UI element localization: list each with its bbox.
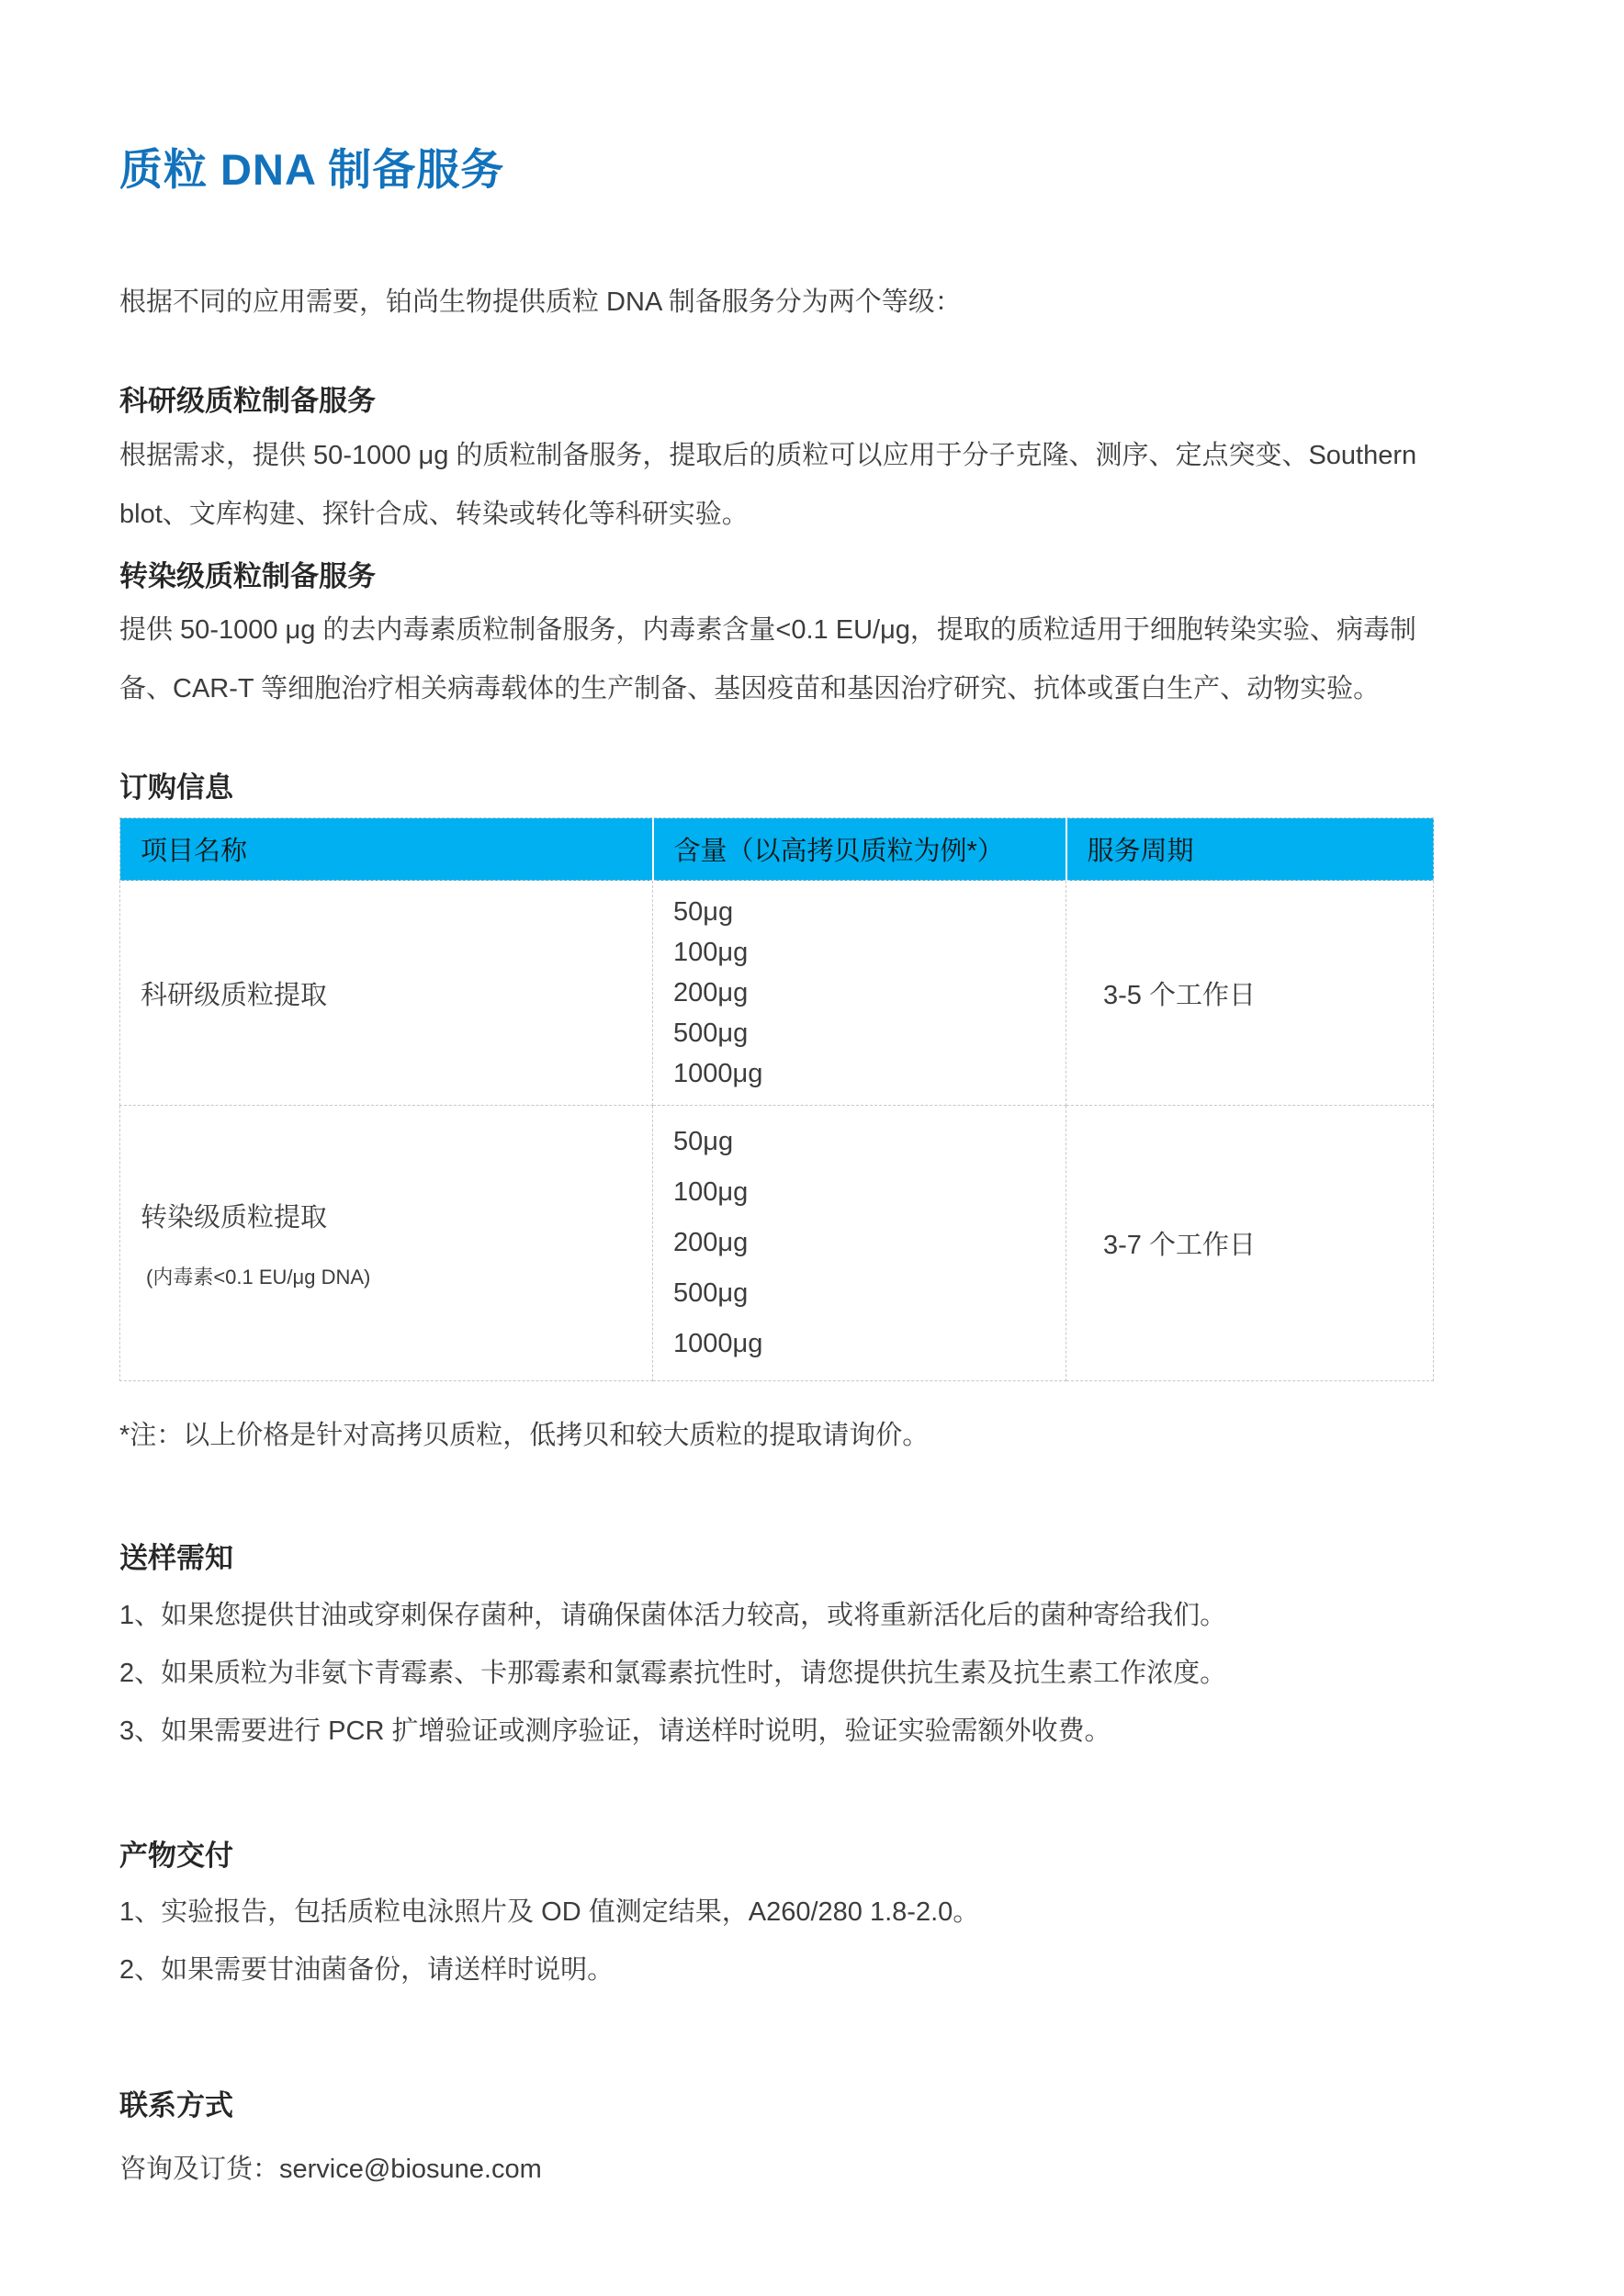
transfection-body: 提供 50-1000 μg 的去内毒素质粒制备服务，内毒素含量<0.1 EU/μg，提取的质粒适用于细胞转染实验、病毒制备、CAR-T 等细胞治疗相关病毒载体的生产制备、基因疫苗和基因治疗研究、抗体或蛋白生产、动物实验。 [119,614,1416,703]
delivery-item: 1、实验报告，包括质粒电泳照片及 OD 值测定结果，A260/280 1.8-2.0。 [119,1896,980,1927]
table-row [120,1106,1434,1381]
cell-amounts [653,1106,1066,1381]
section-heading-research: 科研级质粒制备服务 [119,385,376,418]
amount-line: 200μg [673,978,749,1008]
project-name-text: 科研级质粒提取 [141,980,328,1010]
contact-label: 咨询及订货： [119,2155,280,2185]
table-footnote: *注：以上价格是针对高拷贝质粒，低拷贝和较大质粒的提取请询价。 [119,1421,930,1451]
amount-line: 1000μg [673,1059,763,1089]
amount-line: 500μg [673,1278,749,1309]
section-heading-ordering: 订购信息 [119,771,233,804]
section-heading-sample-notes: 送样需知 [119,1542,233,1575]
table-row [120,881,1434,1106]
amount-line: 100μg [673,938,749,968]
intro-text: 根据不同的应用需要，铂尚生物提供质粒 DNA 制备服务分为两个等级： [119,287,962,317]
research-body: 根据需求，提供 50-1000 μg 的质粒制备服务，提取后的质粒可以应用于分子克隆、测序、定点突变、Southern blot、文库构建、探针合成、转染或转化等科研实验。 [119,440,1417,529]
delivery-item: 2、如果需要甘油菌备份，请送样时说明。 [119,1954,615,1985]
sample-note-item: 2、如果质粒为非氨卞青霉素、卡那霉素和氯霉素抗性时，请您提供抗生素及抗生素工作浓度。 [119,1658,1227,1688]
col-project-header: 项目名称 [120,818,653,881]
cell-amounts [653,881,1066,1106]
sample-note-item: 1、如果您提供甘油或穿刺保存菌种，请确保菌体活力较高，或将重新活化后的菌种寄给我们。 [119,1600,1227,1630]
table-header-row [120,818,1434,881]
amount-line: 500μg [673,1019,749,1049]
contact-email: service@biosune.com [279,2155,542,2185]
contact-line [119,2148,1433,2186]
amount-line: 200μg [673,1228,749,1258]
col-period-header: 服务周期 [1066,818,1434,881]
cell-project-name [120,881,653,1106]
cell-period: 3-7 个工作日 [1066,1106,1434,1381]
delivery-list [119,1884,1433,1999]
ordering-table [119,817,1434,1381]
col-amount-header: 含量（以高拷贝质粒为例*） [653,818,1066,881]
amount-line: 1000μg [673,1329,763,1359]
page-title: 质粒 DNA 制备服务 [119,145,505,194]
amount-line: 50μg [673,1127,734,1157]
amount-line: 100μg [673,1177,749,1208]
project-name-text: 转染级质粒提取 [141,1202,328,1232]
section-heading-transfection: 转染级质粒制备服务 [119,559,376,592]
cell-project-name [120,1106,653,1381]
document-content [119,0,1433,2186]
sample-note-item: 3、如果需要进行 PCR 扩增验证或测序验证，请送样时说明，验证实验需额外收费。 [119,1716,1111,1746]
endotoxin-note: (内毒素<0.1 EU/μg DNA) [146,1265,371,1289]
cell-period: 3-5 个工作日 [1066,881,1434,1106]
section-heading-delivery: 产物交付 [119,1839,233,1872]
amount-line: 50μg [673,897,734,928]
sample-notes-list [119,1587,1433,1761]
section-heading-contact: 联系方式 [119,2088,233,2122]
